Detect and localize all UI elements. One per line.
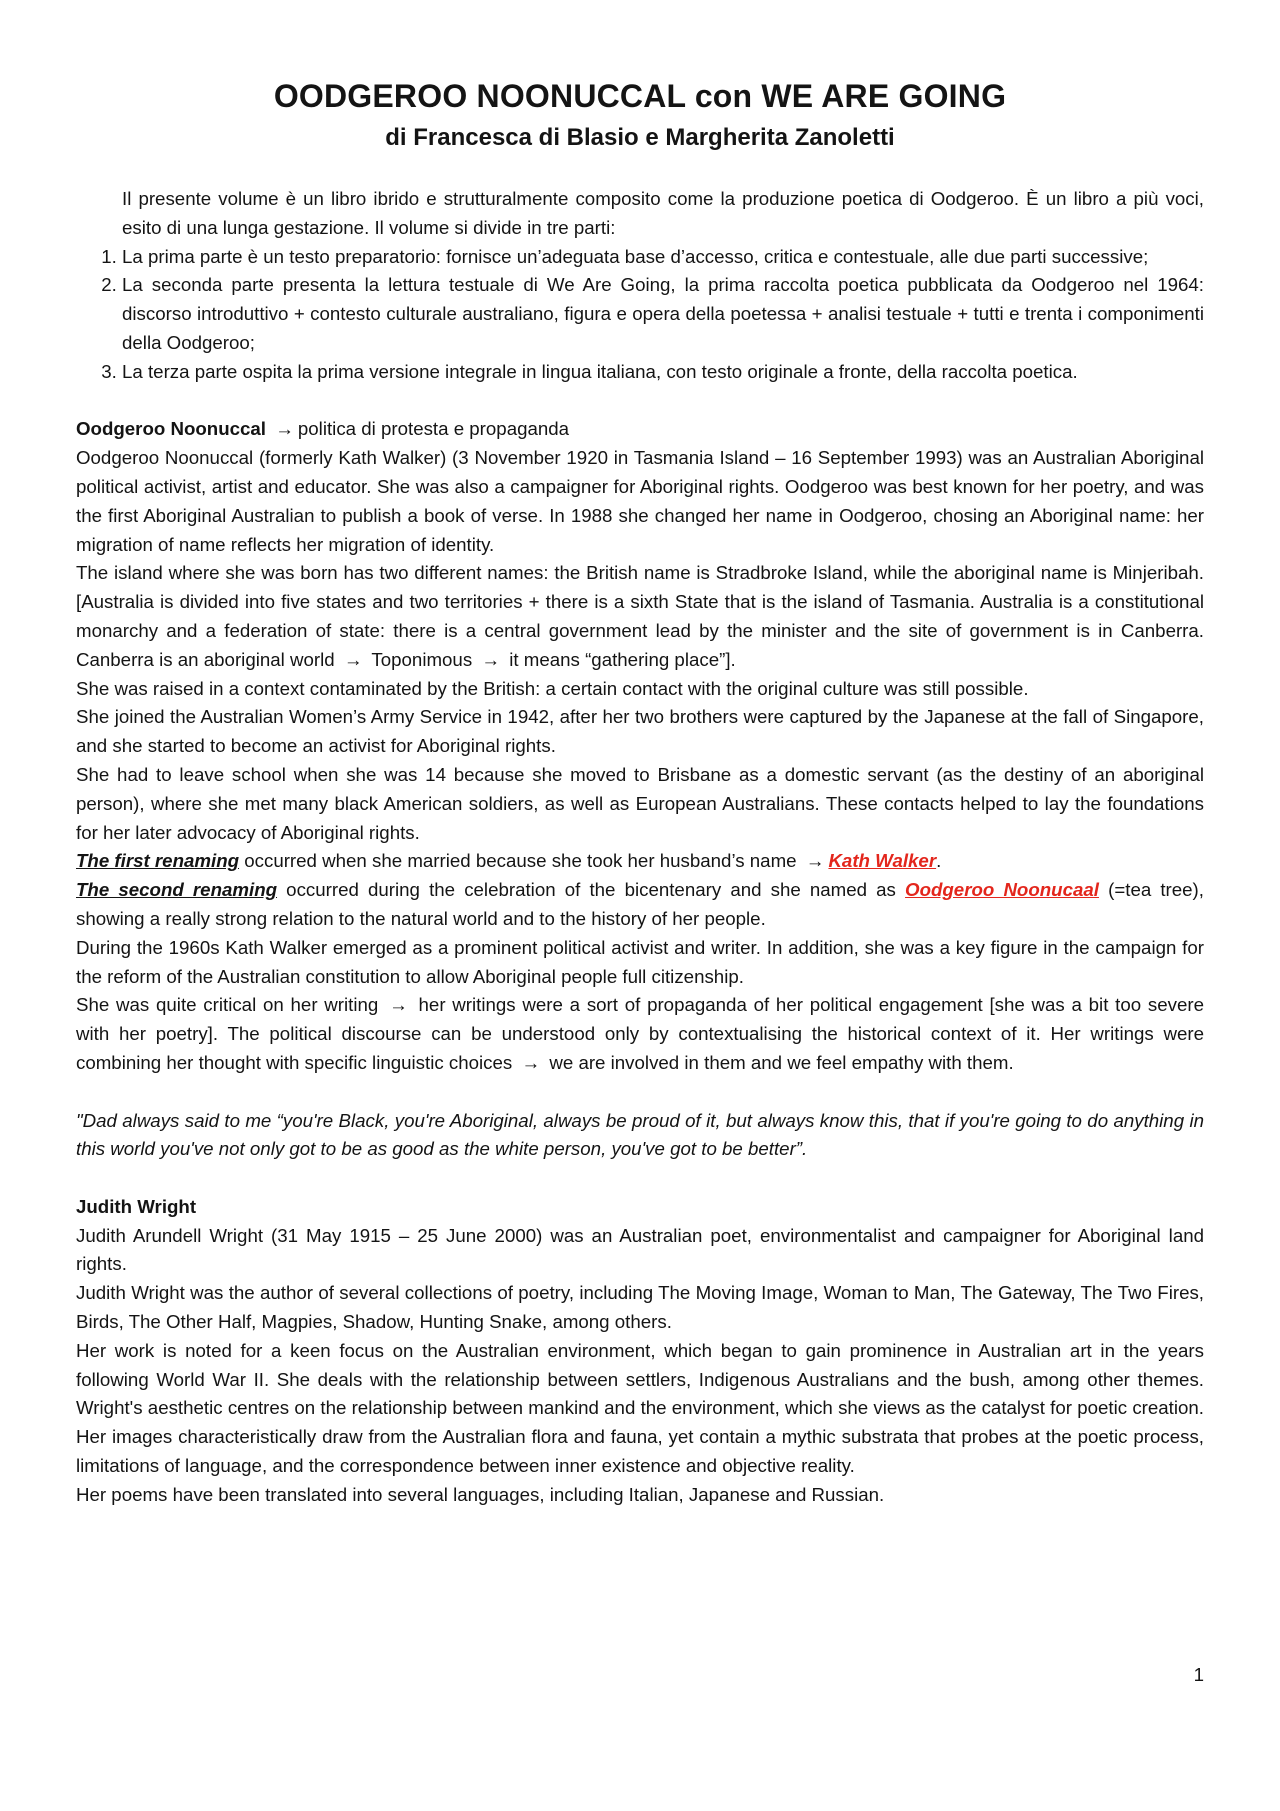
paragraph-first-renaming: The first renaming occurred when she married because she took her husband’s name → Kath Walker. <box>76 847 1204 876</box>
heading-rest: politica di protesta e propaganda <box>297 418 570 440</box>
document-body <box>76 185 1204 1510</box>
second-renaming-label: The second renaming <box>76 879 278 901</box>
document-title: OODGEROO NOONUCCAL con WE ARE GOING <box>273 78 1007 114</box>
page-number: 1 <box>1193 1664 1204 1685</box>
arrow-icon: → <box>343 648 363 670</box>
heading-label: Oodgeroo Noonuccal <box>76 418 266 440</box>
paragraph: Her poems have been translated into several languages, including Italian, Japanese and Russian. <box>76 1483 885 1505</box>
paragraph: During the 1960s Kath Walker emerged as a prominent political activist and writer. In addition, she was a key figure in the campaign for the reform of the Australian constitution to allow Aboriginal people full citizenship. <box>76 936 1204 987</box>
arrow-icon: → <box>389 994 408 1016</box>
document-subtitle: di Francesca di Blasio e Margherita Zanoletti <box>385 124 895 151</box>
arrow-icon: → <box>521 1051 541 1073</box>
paragraph-second-renaming: The second renaming occurred during the celebration of the bicentenary and she named as Oodgeroo Noonucaal (=tea tree), showing a really strong relation to the natural world and to the history of her people. <box>76 879 1204 929</box>
list-item: 1. La prima parte è un testo preparatorio: fornisce un’adeguata base d’accesso, critica e contestuale, alle due parti successive; <box>122 243 1204 272</box>
paragraph: Judith Wright was the author of several collections of poetry, including The Moving Image, Woman to Man, The Gateway, The Two Fires, Birds, The Other Half, Magpies, Shadow, Hunting Snake, among others. <box>76 1282 1204 1333</box>
section-heading-oodgeroo <box>76 415 1204 444</box>
arrow-icon: → <box>275 418 294 440</box>
oodgeroo-name: Oodgeroo Noonucaal <box>905 879 1099 901</box>
paragraph: The island where she was born has two different names: the British name is Stradbroke Island, while the aboriginal name is Minjeribah. [Australia is divided into five states and two territories + there is a sixth State that is the island of Tasmania. Australia is a constitutional monarchy and a federation of state: there is a central government lead by the minister and the site of government is in Canberra. Canberra is an aboriginal world → Toponimous → it means “gathering place”]. <box>76 559 1204 674</box>
quote: "Dad always said to me “you're Black, you're Aboriginal, always be proud of it, but always know this, that if you're going to do anything in this world you've not only got to be as good as the white person, you've got to be better”. <box>76 1109 1204 1160</box>
paragraph: She was quite critical on her writing → her writings were a sort of propaganda of her political engagement [she was a bit too severe with her poetry]. The political discourse can be understood only by contextualising the historical context of it. Her writings were combining her thought with specific linguistic choices → we are involved in them and we feel empathy with them. <box>76 991 1204 1077</box>
section-heading-judith-wright: Judith Wright <box>76 1195 197 1217</box>
paragraph: Oodgeroo Noonuccal (formerly Kath Walker) (3 November 1920 in Tasmania Island – 16 September 1993) was an Australian Aboriginal political activist, artist and educator. She was also a campaigner for Aboriginal rights. Oodgeroo was best known for her poetry, and was the first Aboriginal Australian to publish a book of verse. In 1988 she changed her name in Oodgeroo, chosing an Aboriginal name: her migration of name reflects her migration of identity. <box>76 447 1204 555</box>
paragraph: She joined the Australian Women’s Army Service in 1942, after her two brothers were captured by the Japanese at the fall of Singapore, and she started to become an activist for Aboriginal rights. <box>76 706 1204 757</box>
first-renaming-label: The first renaming <box>76 850 240 872</box>
paragraph: Her work is noted for a keen focus on the Australian environment, which began to gain prominence in Australian art in the years following World War II. She deals with the relationship between settlers, Indigenous Australians and the bush, among other themes. Wright's aesthetic centres on the relationship between mankind and the environment, which she views as the catalyst for poetic creation. Her images characteristically draw from the Australian flora and fauna, yet contain a mythic substrata that probes at the poetic process, limitations of language, and the correspondence between inner existence and objective reality. <box>76 1339 1204 1477</box>
paragraph: She was raised in a context contaminated by the British: a certain contact with the original culture was still possible. <box>76 677 1029 699</box>
kath-walker-name: Kath Walker <box>828 850 937 872</box>
paragraph: Judith Arundell Wright (31 May 1915 – 25 June 2000) was an Australian poet, environmentalist and campaigner for Aboriginal land rights. <box>76 1224 1204 1275</box>
intro-paragraph: Il presente volume è un libro ibrido e strutturalmente composito come la produzione poetica di Oodgeroo. È un libro a più voci, esito di una lunga gestazione. Il volume si divide in tre parti: <box>122 188 1204 238</box>
parts-list <box>76 243 1204 387</box>
arrow-icon: → <box>481 648 501 670</box>
list-item: 2. La seconda parte presenta la lettura testuale di We Are Going, la prima raccolta poetica pubblicata da Oodgeroo nel 1964: discorso introduttivo + contesto culturale australiano, figura e opera della poetessa + analisi testuale + tutti e trenta i componimenti della Oodgeroo; <box>122 271 1204 357</box>
arrow-icon: → <box>805 850 825 872</box>
paragraph: She had to leave school when she was 14 because she moved to Brisbane as a domestic servant (as the destiny of an aboriginal person), where she met many black American soldiers, as well as European Australians. These contacts helped to lay the foundations for her later advocacy of Aboriginal rights. <box>76 763 1204 843</box>
list-item: 3. La terza parte ospita la prima versione integrale in lingua italiana, con testo originale a fronte, della raccolta poetica. <box>122 358 1204 387</box>
